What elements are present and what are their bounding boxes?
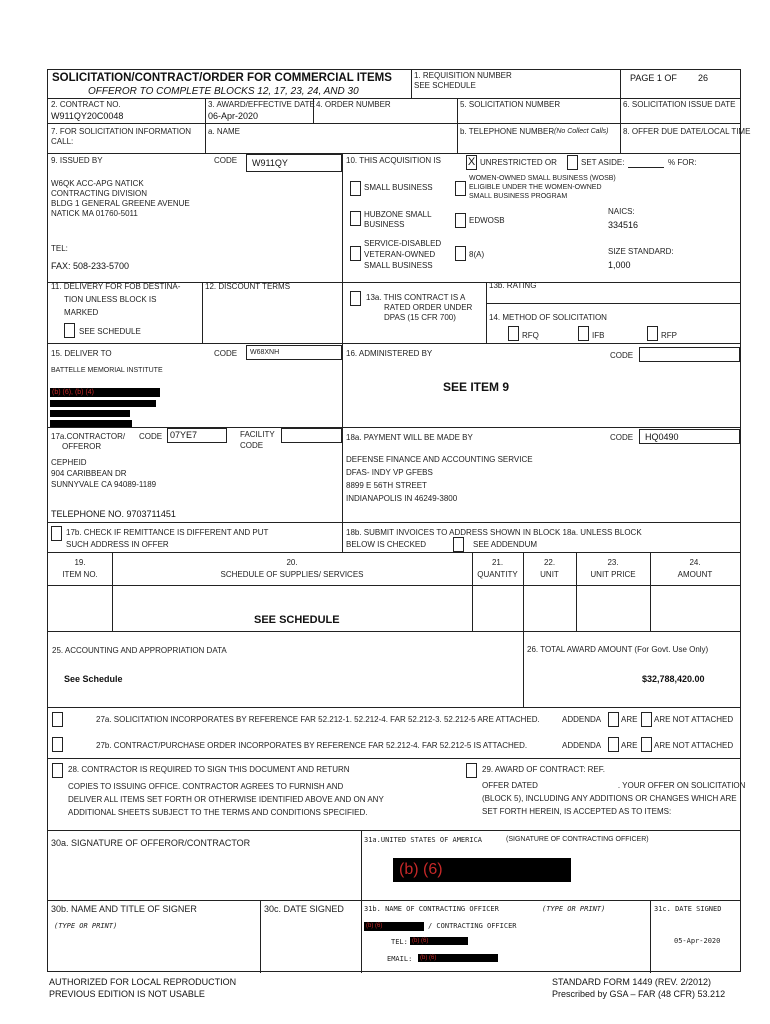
sig-31b-title: / CONTRACTING OFFICER (428, 922, 517, 930)
email-redaction-label: (b) (6) (420, 955, 437, 961)
sdvosb-label: SMALL BUSINESS (364, 261, 433, 270)
payment-line: INDIANAPOLIS IN 46249-3800 (346, 494, 458, 503)
eight-a-label: 8(A) (469, 250, 485, 259)
item-28-line: COPIES TO ISSUING OFFICE. CONTRACTOR AGREES TO FURNISH AND (68, 782, 344, 791)
ifb-checkbox[interactable] (578, 326, 589, 341)
clause-27a: 27a. SOLICITATION INCORPORATES BY REFERENCE FAR 52.212-1. 52.212-4. FAR 52.212-3. 52.212-5 ARE ATTACHED. (96, 715, 540, 724)
contractor-phone: TELEPHONE NO. 9703711451 (51, 509, 176, 519)
unrestricted-checkbox[interactable]: X (467, 156, 476, 168)
sig-tel-label: TEL: (391, 938, 408, 946)
rfq-checkbox[interactable] (508, 326, 519, 341)
redaction-bar (50, 388, 160, 397)
form-title: SOLICITATION/CONTRACT/ORDER FOR COMMERCIAL ITEMS (52, 72, 392, 84)
clause-27b: 27b. CONTRACT/PURCHASE ORDER INCORPORATES BY REFERENCE FAR 52.212-4. FAR 52.212-5 IS ATTACHED. (96, 741, 528, 750)
redaction-bar (50, 420, 132, 427)
payment-line: DEFENSE FINANCE AND ACCOUNTING SERVICE (346, 455, 533, 464)
sdvosb-label: SERVICE-DISABLED (364, 239, 442, 248)
col-unit-label: UNIT (540, 570, 559, 579)
item-29-line: OFFER DATED . YOUR OFFER ON SOLICITATION (482, 781, 746, 790)
facility-label-2: CODE (240, 441, 264, 450)
sig-31b-note: (TYPE OR PRINT) (542, 905, 606, 913)
addendum-label: SEE ADDENDUM (473, 540, 538, 549)
award-date: 06-Apr-2020 (208, 111, 259, 121)
col-quantity-label: QUANTITY (477, 570, 518, 579)
item-28-line: ADDITIONAL SHEETS SUBJECT TO THE TERMS AND CONDITIONS SPECIFIED. (68, 808, 368, 817)
fob-checkbox[interactable] (64, 323, 75, 338)
contractor-label: 17a.CONTRACTOR/ (51, 432, 126, 441)
rfq-label: RFQ (522, 331, 539, 340)
issued-by-code-label: CODE (214, 156, 238, 165)
sig-31a-note: (SIGNATURE OF CONTRACTING OFFICER) (506, 836, 649, 843)
set-aside-checkbox[interactable] (567, 155, 578, 170)
payment-line: DFAS- INDY VP GFEBS (346, 468, 433, 477)
col-unit-price-label: UNIT PRICE (590, 570, 636, 579)
delivery-label: TION UNLESS BLOCK IS (64, 295, 157, 304)
contractor-code-label: CODE (139, 432, 163, 441)
total-award-amount: $32,788,420.00 (642, 674, 705, 684)
rated-order-checkbox[interactable] (350, 291, 361, 306)
remit-label: 17b. CHECK IF REMITTANCE IS DIFFERENT AND PUT (66, 528, 269, 537)
addendum-checkbox[interactable] (453, 537, 464, 552)
are-not-checkbox-27b[interactable] (641, 737, 652, 752)
signature-redaction-label: (b) (6) (399, 861, 443, 878)
fob-see-schedule: SEE SCHEDULE (79, 327, 141, 336)
item-29-line: 29. AWARD OF CONTRACT: REF. (482, 765, 605, 774)
name-redaction (364, 922, 424, 931)
sig-email-label: EMAIL: (387, 955, 413, 963)
addenda-label-27b: ADDENDA (562, 741, 602, 750)
contract-no-label: 2. CONTRACT NO. (51, 100, 121, 109)
issue-date-label: 6. SOLICITATION ISSUE DATE (623, 100, 736, 109)
clause-27b-checkbox[interactable] (52, 737, 63, 752)
item-29-line: SET FORTH HEREIN, IS ACCEPTED AS TO ITEMS: (482, 807, 672, 816)
col-item-label: ITEM NO. (62, 570, 98, 579)
contractor-sign-checkbox[interactable] (52, 763, 63, 778)
addenda-label-27a: ADDENDA (562, 715, 602, 724)
pct-for-label: % FOR: (668, 158, 697, 167)
info-call-label: 7. FOR SOLICITATION INFORMATION CALL: (51, 127, 192, 146)
issued-by-line: NATICK MA 01760-5011 (51, 209, 138, 218)
page-total: 26 (698, 73, 709, 83)
item-29-line: (BLOCK 5), INCLUDING ANY ADDITIONS OR CHANGES WHICH ARE (482, 794, 737, 803)
col-unit-num: 22. (543, 558, 556, 567)
delivery-label: MARKED (64, 308, 99, 317)
issued-by-fax: FAX: 508-233-5700 (51, 261, 130, 271)
contract-no: W911QY20C0048 (51, 111, 124, 121)
accounting-value: See Schedule (64, 674, 123, 684)
redaction-label: (b) (6), (b) (4) (52, 389, 94, 396)
issued-by-line: W6QK ACC-APG NATICK (51, 179, 144, 188)
invoice-label: BELOW IS CHECKED (346, 540, 427, 549)
issued-by-line: CONTRACTING DIVISION (51, 189, 148, 198)
edwosb-checkbox[interactable] (455, 213, 466, 228)
signature-redaction (393, 858, 571, 882)
deliver-to-label: 15. DELIVER TO (51, 349, 112, 358)
size-standard-value: 1,000 (608, 260, 631, 270)
no-collect-label: (No Collect Calls) (554, 128, 609, 135)
col-amount-label: AMOUNT (677, 570, 713, 579)
are-label-27b: ARE (621, 741, 638, 750)
sig-30b-note: (TYPE OR PRINT) (54, 922, 118, 930)
small-business-label: SMALL BUSINESS (364, 183, 433, 192)
wosb-label: ELIGIBLE UNDER THE WOMEN-OWNED (469, 184, 602, 191)
edwosb-label: EDWOSB (469, 216, 505, 225)
sig-31c-label: 31c. DATE SIGNED (654, 905, 722, 913)
order-number-label: 4. ORDER NUMBER (316, 100, 391, 109)
issued-by-label: 9. ISSUED BY (51, 156, 103, 165)
hubzone-label: HUBZONE SMALL (364, 210, 432, 219)
issued-by-code: W911QY (252, 158, 288, 168)
accounting-label: 25. ACCOUNTING AND APPROPRIATION DATA (52, 646, 227, 655)
are-checkbox-27a[interactable] (608, 712, 619, 727)
item-28-line: 28. CONTRACTOR IS REQUIRED TO SIGN THIS DOCUMENT AND RETURN (68, 765, 350, 774)
deliver-to-code: W68XNH (250, 349, 280, 356)
rated-label: DPAS (15 CFR 700) (384, 313, 456, 322)
tel-redaction (410, 937, 468, 945)
redaction-bar (50, 410, 130, 417)
wosb-label: WOMEN-OWNED SMALL BUSINESS (WOSB) (469, 175, 616, 182)
eight-a-checkbox[interactable] (455, 246, 466, 261)
issued-by-tel: TEL: (51, 244, 68, 253)
sdvosb-label: VETERAN-OWNED (364, 250, 436, 259)
award-date-label: 3. AWARD/EFFECTIVE DATE (208, 100, 315, 109)
payment-code-label: CODE (610, 433, 634, 442)
facility-label: FACILITY (240, 430, 275, 439)
tel-redaction-label: (b) (6) (412, 938, 429, 944)
col-amount-num: 24. (689, 558, 701, 567)
see-item-9: SEE ITEM 9 (443, 380, 510, 394)
rated-label: RATED ORDER UNDER (384, 303, 473, 312)
rated-label: 13a. THIS CONTRACT IS A (366, 293, 466, 302)
small-business-checkbox[interactable] (350, 181, 361, 196)
schedule-see-schedule: SEE SCHEDULE (254, 614, 340, 626)
remit-label: SUCH ADDRESS IN OFFER (66, 540, 169, 549)
col-quantity-num: 21. (491, 558, 504, 567)
payment-label: 18a. PAYMENT WILL BE MADE BY (346, 433, 473, 442)
set-aside-label: SET ASIDE: (581, 158, 625, 167)
naics-value: 334516 (608, 220, 639, 230)
sig-31c-date: 05-Apr-2020 (674, 937, 721, 945)
hubzone-label: BUSINESS (364, 220, 405, 229)
clause-27a-checkbox[interactable] (52, 712, 63, 727)
payment-code: HQ0490 (645, 432, 679, 442)
sig-30a-label: 30a. SIGNATURE OF OFFEROR/CONTRACTOR (51, 838, 251, 848)
sig-30c-label: 30c. DATE SIGNED (264, 904, 344, 914)
are-not-label-27a: ARE NOT ATTACHED (654, 715, 734, 724)
rfp-label: RFP (661, 331, 677, 340)
item-28-line: DELIVER ALL ITEMS SET FORTH OR OTHERWISE IDENTIFIED ABOVE AND ON ANY (68, 795, 384, 804)
remit-checkbox[interactable] (51, 526, 62, 541)
are-label-27a: ARE (621, 715, 638, 724)
deliver-to-code-label: CODE (214, 349, 238, 358)
offer-due-label: 8. OFFER DUE DATE/LOCAL TIME (623, 127, 751, 136)
admin-code-label: CODE (610, 351, 634, 360)
contractor-label-2: OFFEROR (62, 442, 102, 451)
redaction-bar (50, 400, 156, 407)
footer-authorized: AUTHORIZED FOR LOCAL REPRODUCTION (49, 977, 237, 987)
sig-31a-label: 31a.UNITED STATES OF AMERICA (364, 836, 483, 844)
form-subtitle: OFFEROR TO COMPLETE BLOCKS 12, 17, 23, 24, AND 30 (88, 86, 359, 97)
contractor-code: 07YE7 (170, 430, 198, 440)
col-unit-price-num: 23. (607, 558, 619, 567)
contractor-line: 904 CARIBBEAN DR (51, 469, 127, 478)
footer-previous-edition: PREVIOUS EDITION IS NOT USABLE (49, 989, 205, 999)
sig-30b-label: 30b. NAME AND TITLE OF SIGNER (51, 904, 197, 914)
solicitation-number-label: 5. SOLICITATION NUMBER (460, 100, 561, 109)
unrestricted-label: UNRESTRICTED OR (480, 158, 557, 167)
naics-label: NAICS: (608, 207, 635, 216)
hubzone-checkbox[interactable] (350, 211, 361, 226)
page-label: PAGE 1 OF (630, 73, 677, 83)
acquisition-label: 10. THIS ACQUISITION IS (346, 156, 441, 165)
col-schedule-label: SCHEDULE OF SUPPLIES/ SERVICES (220, 570, 364, 579)
name-label: a. NAME (208, 127, 241, 136)
ifb-label: IFB (592, 331, 605, 340)
telephone-label: b. TELEPHONE NUMBER (460, 127, 555, 136)
delivery-label: 11. DELIVERY FOR FOB DESTINA- (51, 282, 181, 291)
col-schedule-num: 20. (286, 558, 298, 567)
rfp-checkbox[interactable] (647, 326, 658, 341)
rating-label: 13b. RATING (489, 281, 537, 290)
wosb-label: SMALL BUSINESS PROGRAM (469, 193, 568, 200)
are-checkbox-27b[interactable] (608, 737, 619, 752)
email-redaction (418, 954, 498, 962)
contractor-line: CEPHEID (51, 458, 87, 467)
total-award-label: 26. TOTAL AWARD AMOUNT (For Govt. Use Only) (527, 645, 709, 654)
sig-31b-label: 31b. NAME OF CONTRACTING OFFICER (364, 905, 499, 913)
invoice-label: 18b. SUBMIT INVOICES TO ADDRESS SHOWN IN BLOCK 18a. UNLESS BLOCK (346, 528, 642, 537)
wosb-checkbox[interactable] (455, 181, 466, 196)
footer-form-number: STANDARD FORM 1449 (REV. 2/2012) (552, 977, 712, 987)
footer-prescribed: Prescribed by GSA – FAR (48 CFR) 53.212 (552, 989, 726, 999)
issued-by-line: BLDG 1 GENERAL GREENE AVENUE (51, 199, 190, 208)
name-redaction-label: (b) (6) (366, 923, 383, 929)
are-not-checkbox-27a[interactable] (641, 712, 652, 727)
requisition-label: 1. REQUISITION NUMBER (414, 71, 512, 80)
administered-by-label: 16. ADMINISTERED BY (346, 349, 433, 358)
payment-line: 8899 E 56TH STREET (346, 481, 427, 490)
sdvosb-checkbox[interactable] (350, 246, 361, 261)
are-not-label-27b: ARE NOT ATTACHED (654, 741, 734, 750)
requisition-value: SEE SCHEDULE (414, 81, 476, 90)
contractor-line: SUNNYVALE CA 94089-1189 (51, 480, 157, 489)
discount-terms-label: 12. DISCOUNT TERMS (205, 282, 291, 291)
award-checkbox[interactable] (466, 763, 477, 778)
size-standard-label: SIZE STANDARD: (608, 247, 674, 256)
col-item-num: 19. (74, 558, 86, 567)
method-label: 14. METHOD OF SOLICITATION (489, 313, 607, 322)
deliver-to-line: BATTELLE MEMORIAL INSTITUTE (51, 367, 163, 374)
sf1449-form (47, 69, 751, 972)
